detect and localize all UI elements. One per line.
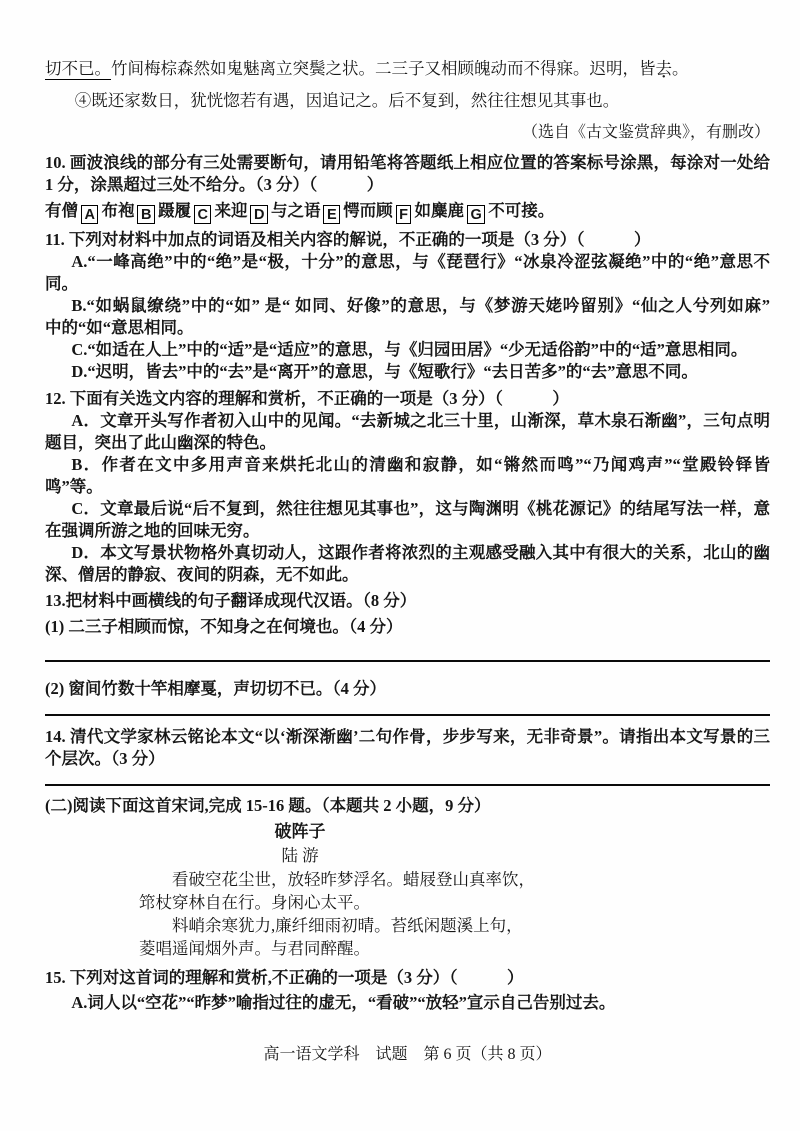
segment-letter-box-g: G — [467, 205, 485, 224]
poem-line-3: 料峭余寒犹力,廉纤细雨初晴。苔纸闲题溪上句， — [172, 916, 523, 935]
segment-letter-box-e: E — [323, 205, 340, 224]
poem-author: 陆 游 — [281, 846, 319, 865]
q10-stem: 10. 画波浪线的部分有三处需要断句，请用铅笔将答题纸上相应位置的答案标号涂黑，每涂对一处给 1 分，涂黑超过三处不给分。（3 分）（ ） — [45, 153, 770, 194]
passage-text-end: 。 — [672, 59, 689, 78]
emphasized-char: 去 — [655, 59, 672, 78]
segment-text: 愕而顾 — [343, 201, 393, 220]
q11-option-a: A.“一峰高绝”中的“绝”是“极，十分”的意思，与《琵琶行》“冰泉冷涩弦凝绝”中的“绝”意思不同。 — [45, 252, 770, 293]
q14-stem: 14. 清代文学家林云铭论本文“以‘渐深渐幽’二句作骨，步步写来，无非奇景”。请指出本文写景的三个层次。（3 分） — [45, 727, 770, 768]
page-footer: 高一语文学科 试题 第 6 页（共 8 页） — [263, 1046, 552, 1063]
segment-text: 有僧 — [45, 201, 78, 220]
segment-letter-box-d: D — [250, 205, 267, 224]
q12-option-b: B．作者在文中多用声音来烘托北山的清幽和寂静，如“锵然而鸣”“乃闻鸡声”“堂殿铃铎皆鸣”等。 — [45, 455, 770, 496]
source-attribution: （选自《古文鉴赏辞典》，有删改） — [521, 124, 770, 141]
q10-marked-sentence — [45, 198, 770, 224]
answer-line-3 — [45, 784, 770, 786]
q12-option-d: D．本文写景状物格外真切动人，这跟作者将浓烈的主观感受融入其中有很大的关系，北山的幽深、僧居的静寂、夜间的阴森，无不如此。 — [45, 543, 770, 584]
answer-line-2 — [45, 714, 770, 716]
q13-stem: 13.把材料中画横线的句子翻译成现代汉语。（8 分） — [45, 591, 417, 610]
segment-text: 与之语 — [270, 201, 321, 220]
segment-letter-box-c: C — [194, 205, 211, 224]
q13-sub-2: (2) 窗间竹数十竿相摩戛，声切切不已。（4 分） — [45, 679, 386, 698]
q15-option-a: A.词人以“空花”“昨梦”喻指过往的虚无，“看破”“放轻”宣示自己告别过去。 — [71, 993, 616, 1012]
q15-stem: 15. 下列对这首词的理解和赏析,不正确的一项是（3 分）（ ） — [45, 968, 524, 987]
passage-text: 竹间梅棕森然如鬼魅离立突鬓之状。二三子又相顾魄动而不得寐。迟明，皆 — [111, 59, 656, 78]
q12-option-c: C．文章最后说“后不复到，然往往想见其事也”，这与陶渊明《桃花源记》的结尾写法一样，意在强调所游之地的回味无穷。 — [45, 499, 770, 540]
segment-text: 来迎 — [214, 201, 248, 220]
q11-stem: 11. 下列对材料中加点的词语及相关内容的解说，不正确的一项是（3 分）（ ） — [45, 230, 651, 249]
segment-letter-box-b: B — [137, 205, 154, 224]
poem-title: 破阵子 — [274, 822, 326, 841]
poem-line-2: 筇杖穿林自在行。身闲心太平。 — [139, 893, 370, 912]
q11-option-c: C.“如适在人上”中的“适”是“适应”的意思，与《归园田居》“少无适俗韵”中的“适”意思相同。 — [71, 340, 748, 359]
q11-option-d: D.“迟明，皆去”中的“去”是“离开”的意思，与《短歌行》“去日苦多”的“去”意思不同。 — [71, 362, 698, 381]
q12-stem: 12. 下面有关选文内容的理解和赏析，不正确的一项是（3 分）（ ） — [45, 389, 569, 408]
segment-text: 蹑履 — [157, 201, 191, 220]
segment-text: 不可接。 — [488, 201, 555, 220]
poem-line-1: 看破空花尘世，放轻昨梦浮名。蜡屐登山真率饮， — [172, 870, 535, 889]
passage-line-1 — [45, 58, 770, 80]
poem-line-4: 菱唱遥闻烟外声。与君同醉醒。 — [139, 939, 370, 958]
passage-paragraph-4: ④既还家数日，犹恍惚若有遇，因追记之。后不复到，然往往想见其事也。 — [74, 91, 620, 110]
q13-sub-1: (1) 二三子相顾而惊，不知身之在何境也。（4 分） — [45, 617, 403, 636]
answer-line-1 — [45, 660, 770, 662]
underlined-phrase: 切不已。 — [45, 59, 111, 78]
q11-option-b: B.“如蜗鼠缭绕”中的“如” 是“ 如同、好像”的意思，与《梦游天姥吟留别》“仙之人兮列如麻” 中的“如“意思相同。 — [45, 296, 787, 337]
section-2-header: (二)阅读下面这首宋词,完成 15-16 题。（本题共 2 小题，9 分） — [45, 796, 491, 815]
segment-letter-box-a: A — [81, 205, 98, 224]
segment-letter-box-f: F — [396, 205, 412, 224]
q12-option-a: A．文章开头写作者初入山中的见闻。“去新城之北三十里，山渐深，草木泉石渐幽”，三句点明题目，突出了此山幽深的特色。 — [45, 411, 770, 452]
segment-text: 如麋鹿 — [414, 201, 464, 220]
segment-text: 布袍 — [101, 201, 135, 220]
